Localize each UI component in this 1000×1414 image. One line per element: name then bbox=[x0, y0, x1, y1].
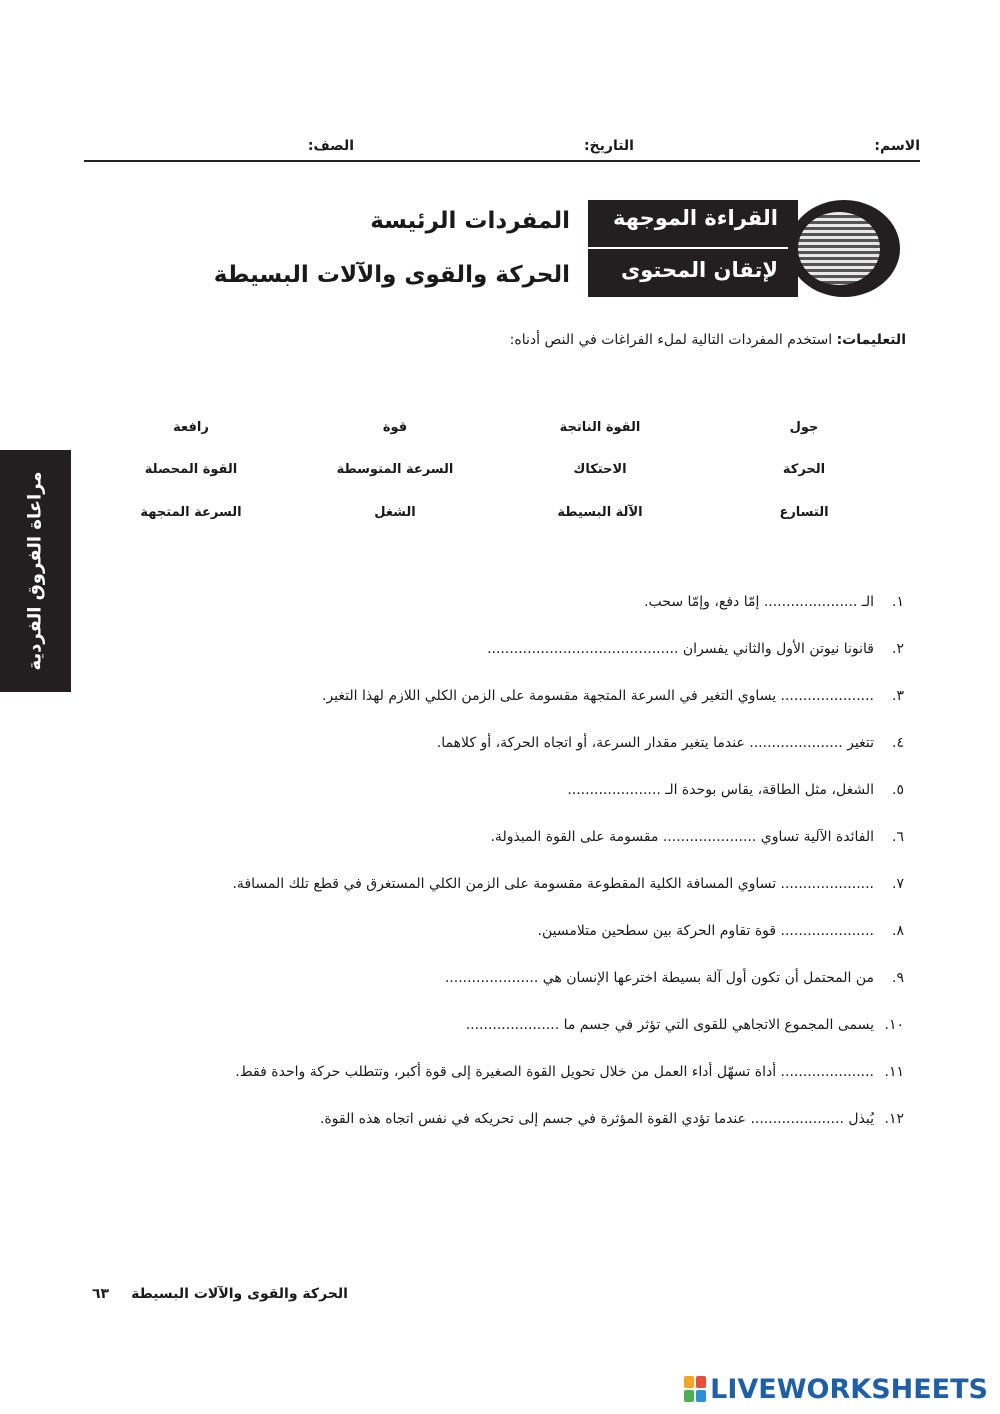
question-number: ٣. bbox=[892, 688, 904, 704]
banner-divider bbox=[588, 247, 798, 249]
question-item bbox=[144, 970, 904, 1017]
question-text[interactable]: ..................... تساوي المسافة الكلية المقطوعة مقسومة على الزمن الكلي المستغرق في قطع تلك المسافة. bbox=[232, 876, 874, 892]
question-number: ٩. bbox=[892, 970, 904, 986]
page-subtitle: الحركة والقوى والآلات البسيطة bbox=[213, 262, 570, 288]
footer-chapter: الحركة والقوى والآلات البسيطة bbox=[131, 1286, 348, 1302]
question-item bbox=[144, 641, 904, 688]
question-item bbox=[144, 594, 904, 641]
question-item bbox=[144, 688, 904, 735]
question-text[interactable]: الشغل، مثل الطاقة، يقاس بوحدة الـ ..................... bbox=[567, 782, 874, 798]
word-item: الشغل bbox=[374, 505, 416, 520]
date-label: التاريخ: bbox=[583, 138, 634, 154]
question-number: ٢. bbox=[892, 641, 904, 657]
class-label: الصف: bbox=[307, 138, 354, 154]
instructions bbox=[86, 332, 906, 348]
question-text[interactable]: يُبذل ..................... عندما تؤدي القوة المؤثرة في جسم إلى تحريكه في نفس اتجاه هذه القوة. bbox=[319, 1111, 874, 1127]
word-bank bbox=[110, 418, 890, 528]
word-item: جول bbox=[789, 420, 819, 435]
question-item bbox=[144, 1017, 904, 1064]
question-text[interactable]: الـ ..................... إمّا دفع، وإمّا سحب. bbox=[644, 594, 874, 610]
word-item: الاحتكاك bbox=[573, 462, 627, 477]
question-item bbox=[144, 923, 904, 970]
question-number: ١١. bbox=[884, 1064, 904, 1080]
liveworksheets-logo-icon bbox=[684, 1376, 706, 1402]
question-item bbox=[144, 735, 904, 782]
question-text[interactable]: ..................... أداة تسهّل أداء العمل من خلال تحويل القوة الصغيرة إلى قوة أكبر، وتتطلب حركة واحدة فقط. bbox=[235, 1064, 874, 1080]
question-text[interactable]: قانونا نيوتن الأول والثاني يفسران ........................................... bbox=[487, 641, 874, 657]
instructions-text: استخدم المفردات التالية لملء الفراغات في النص أدناه: bbox=[509, 332, 837, 348]
word-item: التسارع bbox=[779, 505, 829, 520]
word-item: السرعة المتوسطة bbox=[336, 462, 454, 477]
page-title: المفردات الرئيسة bbox=[370, 208, 570, 234]
question-number: ٤. bbox=[892, 735, 904, 751]
instructions-label: التعليمات: bbox=[836, 332, 906, 348]
brand-text: LIVEWORKSHEETS bbox=[710, 1373, 988, 1405]
brand-watermark bbox=[684, 1372, 988, 1406]
question-number: ١. bbox=[892, 594, 904, 610]
word-item: رافعة bbox=[173, 420, 209, 435]
word-item: قوة bbox=[382, 420, 408, 435]
question-item bbox=[144, 782, 904, 829]
question-item bbox=[144, 1111, 904, 1158]
question-number: ٦. bbox=[892, 829, 904, 845]
word-item: الحركة bbox=[782, 462, 826, 477]
question-item bbox=[144, 876, 904, 923]
question-text[interactable]: ..................... يساوي التغير في السرعة المتجهة مقسومة على الزمن الكلي اللازم لهذا التغير. bbox=[322, 688, 874, 704]
question-list bbox=[144, 594, 904, 1158]
page-footer bbox=[92, 1286, 348, 1302]
question-number: ١٢. bbox=[884, 1111, 904, 1127]
name-label: الاسم: bbox=[874, 138, 920, 154]
banner-line-2: لإتقان المحتوى bbox=[620, 258, 778, 282]
question-text[interactable]: يسمى المجموع الاتجاهي للقوى التي تؤثر في جسم ما ..................... bbox=[465, 1017, 874, 1033]
question-number: ٧. bbox=[892, 876, 904, 892]
question-text[interactable]: تتغير ..................... عندما يتغير مقدار السرعة، أو اتجاه الحركة، أو كلاهما. bbox=[436, 735, 874, 751]
word-item: السرعة المتجهة bbox=[140, 505, 242, 520]
side-tab-label: مراعاة الفروق الفردية bbox=[24, 471, 46, 671]
banner-disc-icon bbox=[788, 200, 900, 297]
question-number: ٥. bbox=[892, 782, 904, 798]
question-text[interactable]: الفائدة الآلية تساوي ..................... مقسومة على القوة المبذولة. bbox=[490, 829, 874, 845]
header-divider bbox=[84, 160, 920, 162]
student-info-row bbox=[84, 138, 920, 160]
banner-line-1: القراءة الموجهة bbox=[613, 206, 778, 230]
word-item: الآلة البسيطة bbox=[557, 505, 643, 520]
page-number: ٦٣ bbox=[92, 1286, 110, 1302]
question-item bbox=[144, 829, 904, 876]
question-text[interactable]: ..................... قوة تقاوم الحركة بين سطحين متلامسين. bbox=[537, 923, 874, 939]
question-text[interactable]: من المحتمل أن تكون أول آلة بسيطة اخترعها الإنسان هي ..................... bbox=[444, 970, 874, 986]
question-item bbox=[144, 1064, 904, 1111]
question-number: ١٠. bbox=[884, 1017, 904, 1033]
word-item: القوة الناتجة bbox=[559, 420, 641, 435]
question-number: ٨. bbox=[892, 923, 904, 939]
word-item: القوة المحصلة bbox=[144, 462, 238, 477]
